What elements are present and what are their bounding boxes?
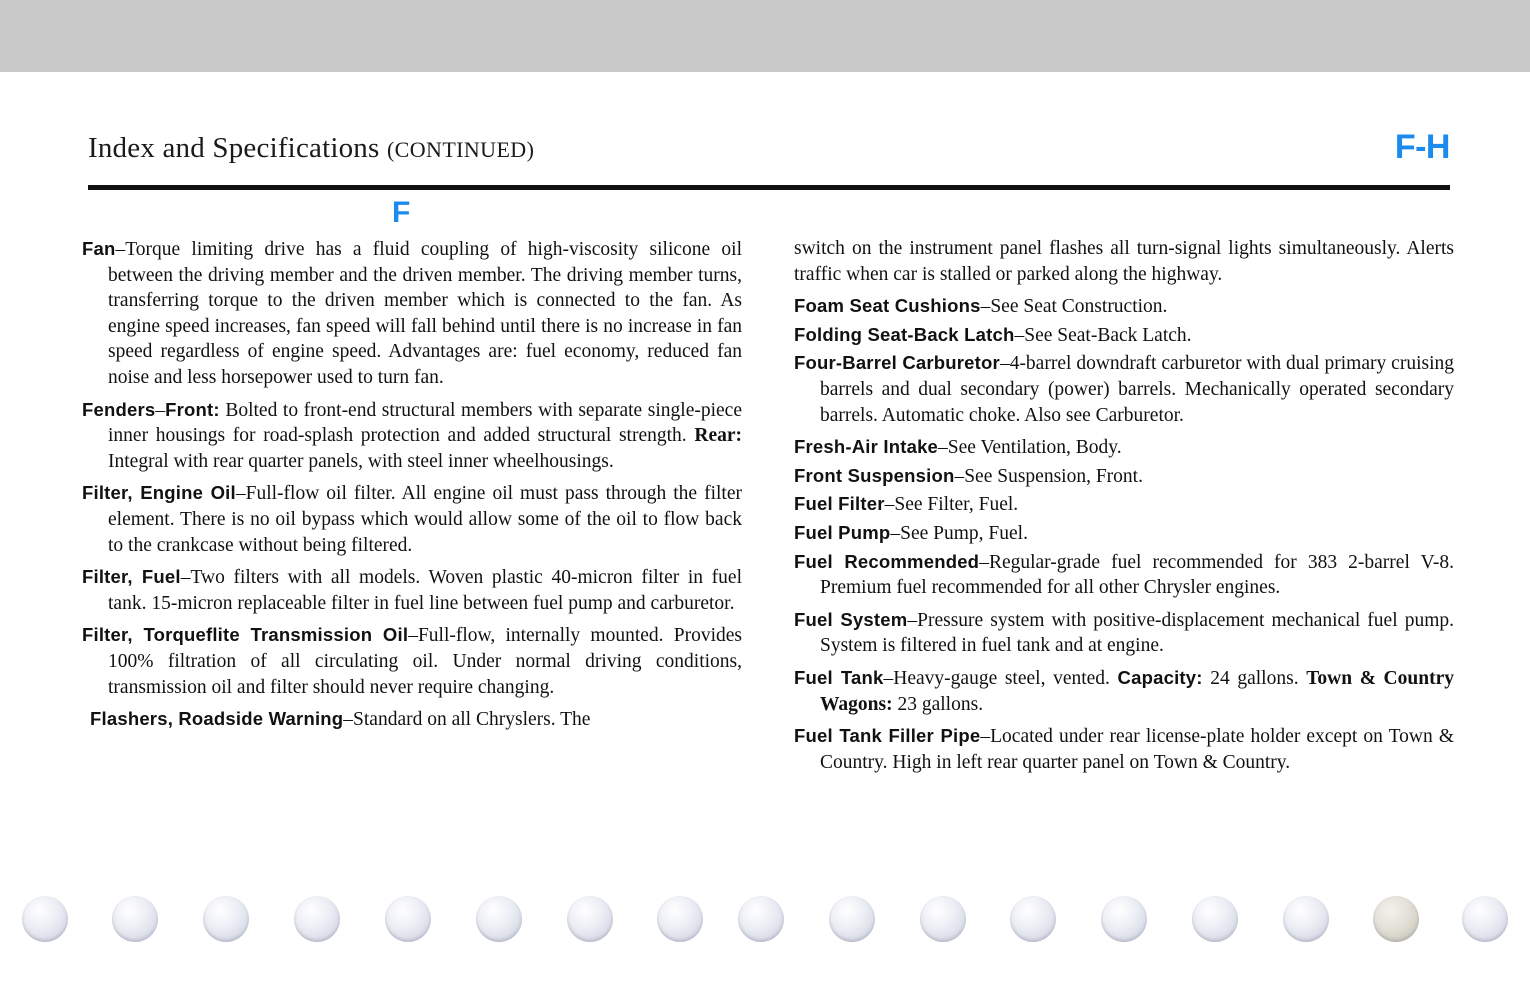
index-entry — [794, 723, 1454, 775]
index-entry-text: –Pressure system with positive-displacement mechanical fuel pump. System is filtered in fuel tank and at engine. — [820, 609, 1454, 657]
index-entry — [794, 520, 1454, 547]
index-entry-term: Four-Barrel Carburetor — [794, 352, 1000, 374]
binder-hole — [1283, 896, 1329, 942]
index-entry — [82, 397, 742, 475]
index-entry-text: –Standard on all Chryslers. The — [343, 709, 591, 731]
binder-hole — [829, 896, 875, 942]
index-entry — [794, 607, 1454, 659]
index-entry — [82, 236, 742, 391]
index-entry — [794, 322, 1454, 349]
index-entry-term: Fenders — [82, 398, 156, 420]
left-column — [82, 236, 742, 733]
index-entry-text: –Regular-grade fuel recommended for 383 2-barrel V-8. Premium fuel recommended for all other Chrysler engines. — [820, 551, 1454, 599]
index-entry-term: Fuel Recommended — [794, 550, 980, 572]
index-entry-text: –See Seat Construction. — [980, 296, 1168, 318]
index-entry-term: Filter, Torqueflite Transmission Oil — [82, 624, 409, 646]
index-entry-term: Filter, Engine Oil — [82, 482, 236, 504]
index-entry-text: –4-barrel downdraft carburetor with dual primary cruising barrels and dual secondary (power) barrels. Mechanically operated secondary barrels. Automatic choke. Also see Carburetor. — [820, 353, 1454, 426]
index-entry-text: –See Suspension, Front. — [954, 465, 1143, 487]
binder-holes-strip — [0, 878, 1530, 990]
index-entry — [794, 434, 1454, 461]
binder-hole — [657, 896, 703, 942]
index-entry-text: –Located under rear license-plate holder except on Town & Country. High in left rear quarter panel on Town & Country. — [820, 726, 1454, 773]
index-entry-term: Foam Seat Cushions — [794, 295, 981, 317]
index-entry-text: –Two filters with all models. Woven plastic 40-micron filter in fuel tank. 15-micron replaceable filter in fuel line between fuel pump and carburetor. — [108, 567, 742, 614]
right-column — [794, 236, 1454, 775]
page-header — [88, 128, 1450, 184]
index-entry-term: Fuel Tank Filler Pipe — [794, 725, 981, 747]
index-entry-term: Fuel System — [794, 608, 908, 630]
section-letter-heading: F — [392, 196, 411, 229]
index-entry-text: –Torque limiting drive has a fluid coupling of high-viscosity silicone oil between the driving member and the driven member. The driving member turns, transferring torque to the driven member which is connected to the fan. As engine speed increases, fan speed will fall behind until there is no increase in fan speed regardless of engine speed. Advantages are: fuel economy, reduced fan noise and less horsepower used to turn fan. — [108, 239, 742, 388]
index-entry-text: –See Pump, Fuel. — [890, 522, 1028, 544]
header-rule — [88, 185, 1450, 190]
binder-hole — [738, 896, 784, 942]
index-entry — [794, 350, 1454, 428]
binder-hole — [385, 896, 431, 942]
index-entry-text: –See Filter, Fuel. — [884, 494, 1019, 516]
binder-hole — [112, 896, 158, 942]
index-entry — [82, 480, 742, 558]
index-entry — [794, 549, 1454, 601]
index-entry-text: –Heavy-gauge steel, vented. Capacity: 24 gallons. Town & Country Wagons: 23 gallons. — [820, 666, 1454, 715]
section-range-tag: F-H — [1394, 128, 1450, 166]
continued-paragraph: switch on the instrument panel flashes all turn-signal lights simultaneously. Alerts traffic when car is stalled or parked along the highway. — [794, 238, 1454, 285]
index-entry-term: Front Suspension — [794, 464, 955, 486]
page-title-main: Index and Specifications — [88, 132, 380, 164]
index-entry — [794, 293, 1454, 320]
index-entry-term: Filter, Fuel — [82, 566, 181, 588]
binder-hole — [22, 896, 68, 942]
index-entry-term: Fuel Tank — [794, 666, 884, 688]
index-entry — [82, 564, 742, 616]
page-title — [88, 132, 534, 165]
page-title-continued: (CONTINUED) — [386, 137, 535, 162]
binder-hole — [203, 896, 249, 942]
binder-hole — [1192, 896, 1238, 942]
scan-background-band — [0, 0, 1530, 72]
index-entry-text: –Full-flow, internally mounted. Provides 100% filtration of all circulating oil. Under normal driving conditions, transmission oil and filter should never require changing. — [108, 625, 742, 698]
index-entry-text: –Full-flow oil filter. All engine oil must pass through the filter element. There is no oil bypass which would allow some of the oil to flow back to the crankcase without being filtered. — [108, 483, 742, 556]
index-entry-term: Folding Seat-Back Latch — [794, 323, 1015, 345]
index-entry-text: –Front: Bolted to front-end structural members with separate single-piece inner housings for road-splash protection and added structural strength. Rear: Integral with rear quarter panels, with steel inner wheelhousings. — [108, 398, 742, 472]
index-entry-term: Fresh-Air Intake — [794, 436, 939, 458]
binder-hole — [1010, 896, 1056, 942]
binder-hole — [1101, 896, 1147, 942]
index-entry-text: –See Seat-Back Latch. — [1014, 324, 1192, 346]
index-entry-term: Fuel Filter — [794, 493, 885, 515]
binder-hole — [1462, 896, 1508, 942]
index-entry-text: –See Ventilation, Body. — [938, 437, 1122, 459]
index-entry-term: Fuel Pump — [794, 521, 891, 543]
binder-hole — [476, 896, 522, 942]
index-entry-term: Fan — [82, 238, 116, 259]
index-entry-term: Flashers, Roadside Warning — [90, 708, 344, 730]
binder-hole — [1373, 896, 1419, 942]
binder-hole — [567, 896, 613, 942]
binder-hole — [294, 896, 340, 942]
index-columns — [82, 236, 1454, 876]
index-entry — [794, 665, 1454, 717]
index-entry — [794, 463, 1454, 490]
binder-hole — [920, 896, 966, 942]
index-entry — [82, 622, 742, 700]
index-entry — [794, 491, 1454, 518]
index-entry — [82, 706, 742, 733]
